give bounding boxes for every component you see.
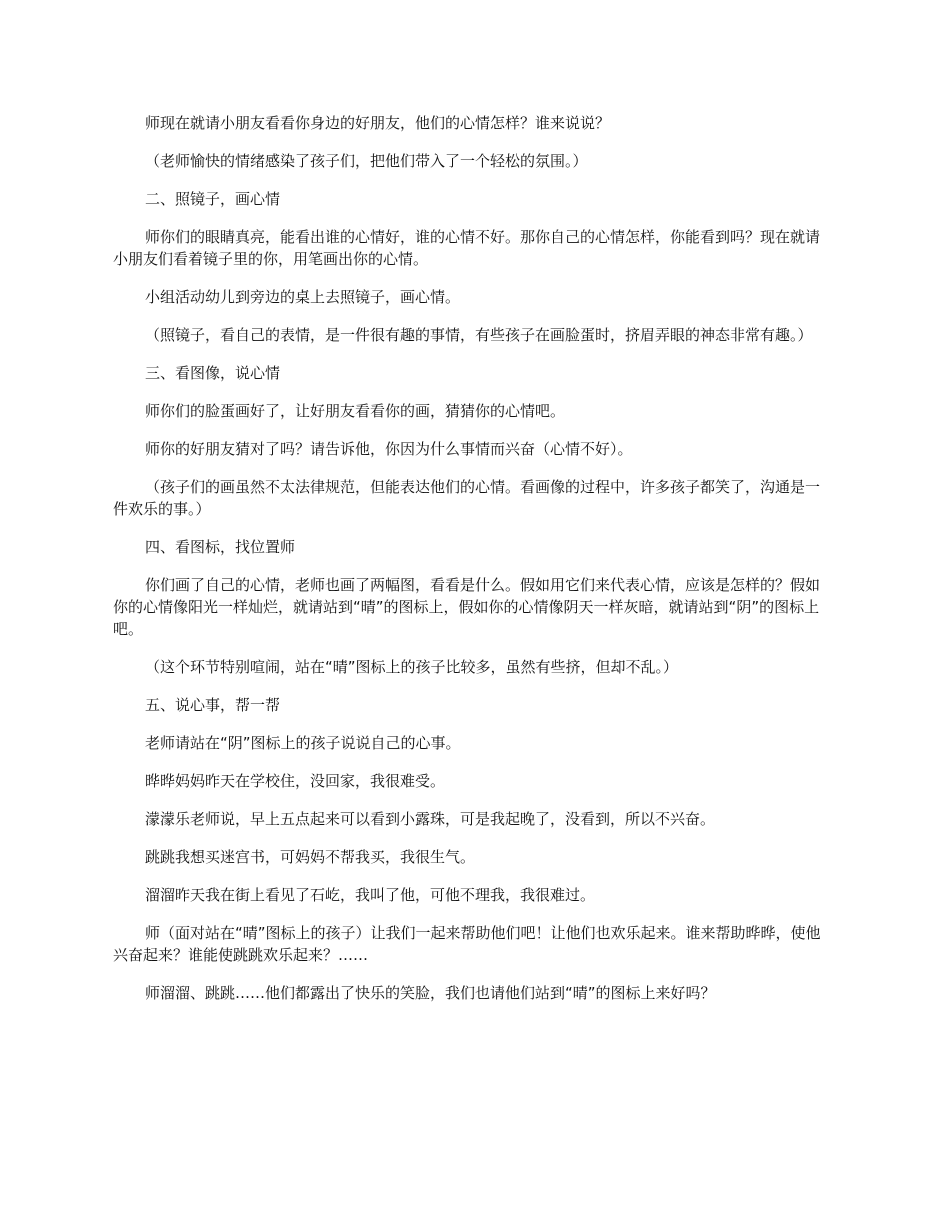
paragraph: 师现在就请小朋友看看你身边的好朋友，他们的心情怎样？谁来说说？: [145, 114, 611, 132]
paragraph: （照镜子，看自己的表情，是一件很有趣的事情，有些孩子在画脸蛋时，挤眉弄眼的神态非常有趣。）: [145, 326, 813, 344]
section-heading: 三、看图像，说心情: [145, 364, 281, 382]
document-body: [113, 112, 833, 1020]
paragraph: 小组活动幼儿到旁边的桌上去照镜子，画心情。: [145, 288, 461, 306]
paragraph: 你们画了自己的心情，老师也画了两幅图，看看是什么。假如用它们来代表心情，应该是怎样的？假如你的心情像阳光一样灿烂，就请站到“晴”的图标上，假如你的心情像阴天一样灰暗，就请站到“阴”的图标上吧。: [113, 576, 821, 638]
paragraph: 溜溜昨天我在街上看见了石屹，我叫了他，可他不理我，我很难过。: [145, 886, 596, 904]
paragraph: （这个环节特别喧闹，站在“晴”图标上的孩子比较多，虽然有些挤，但却不乱。）: [145, 658, 679, 676]
paragraph: 晔晔妈妈昨天在学校住，没回家，我很难受。: [145, 772, 446, 790]
section-heading: 二、照镜子，画心情: [145, 190, 281, 208]
paragraph: 濛濛乐老师说，早上五点起来可以看到小露珠，可是我起晚了，没看到，所以不兴奋。: [145, 810, 716, 828]
paragraph: 师你们的眼睛真亮，能看出谁的心情好，谁的心情不好。那你自己的心情怎样，你能看到吗？现在就请小朋友们看着镜子里的你，用笔画出你的心情。: [113, 228, 821, 268]
paragraph: 老师请站在“阴”图标上的孩子说说自己的心事。: [145, 734, 461, 752]
paragraph: （孩子们的画虽然不太法律规范，但能表达他们的心情。看画像的过程中，许多孩子都笑了，沟通是一件欢乐的事。）: [113, 478, 821, 518]
paragraph: 跳跳我想买迷宫书，可妈妈不帮我买，我很生气。: [145, 848, 476, 866]
paragraph: 师溜溜、跳跳……他们都露出了快乐的笑脸，我们也请他们站到“晴”的图标上来好吗？: [145, 984, 716, 1002]
section-heading: 五、说心事，帮一帮: [145, 696, 281, 714]
paragraph: 师你们的脸蛋画好了，让好朋友看看你的画，猜猜你的心情吧。: [145, 402, 566, 420]
paragraph: （老师愉快的情绪感染了孩子们，把他们带入了一个轻松的氛围。）: [145, 152, 588, 170]
section-heading: 四、看图标，找位置师: [145, 538, 296, 556]
paragraph: 师（面对站在“晴”图标上的孩子）让我们一起来帮助他们吧！让他们也欢乐起来。谁来帮助晔晔，使他兴奋起来？谁能使跳跳欢乐起来？……: [113, 924, 821, 964]
paragraph: 师你的好朋友猜对了吗？请告诉他，你因为什么事情而兴奋（心情不好）。: [145, 440, 633, 458]
